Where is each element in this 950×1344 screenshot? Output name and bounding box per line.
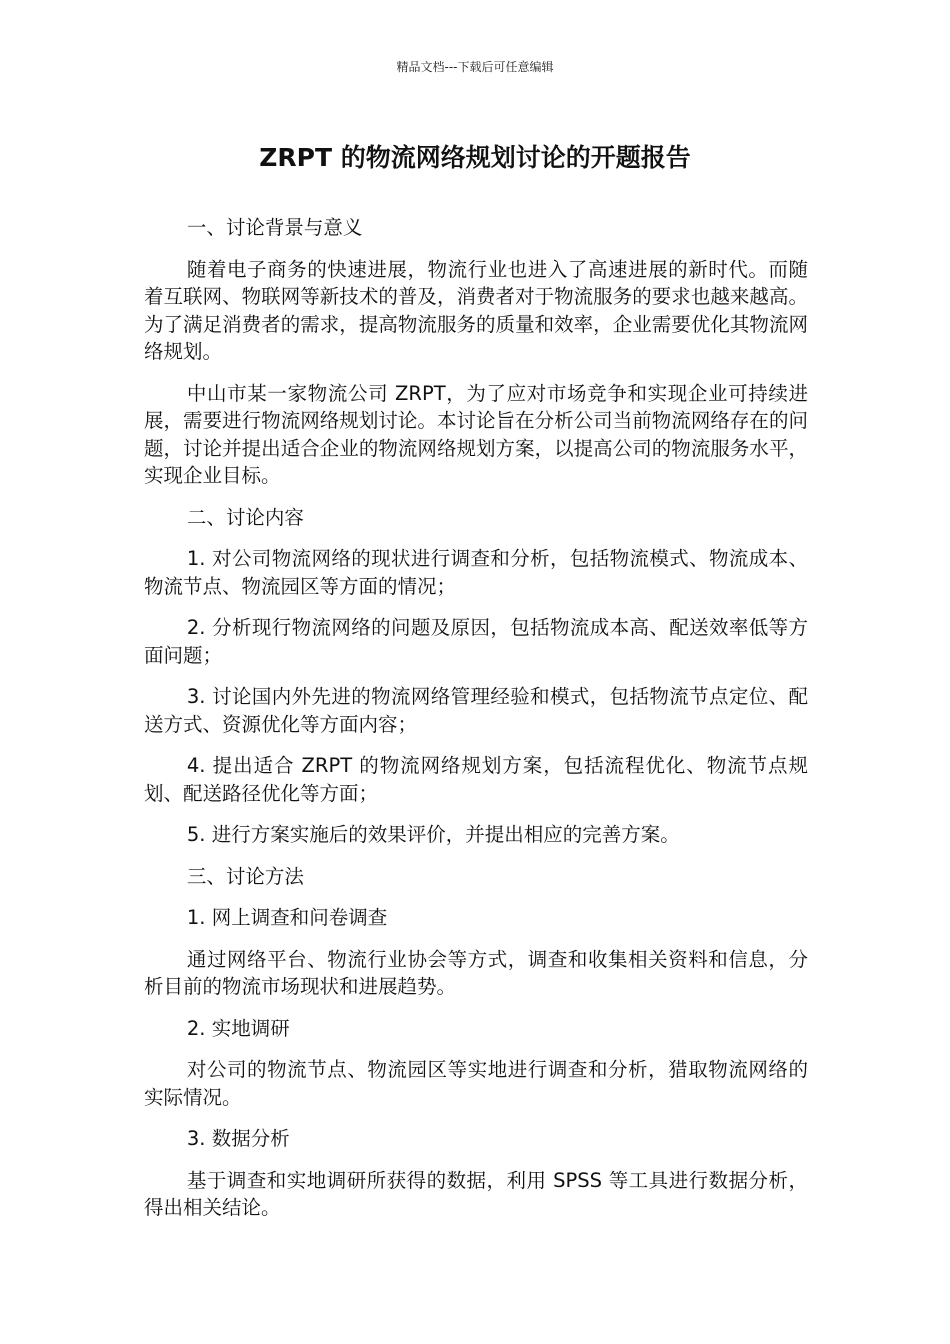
method-heading-2: 2. 实地调研 bbox=[186, 1016, 290, 1040]
method-paragraph-1: 通过网络平台、物流行业协会等方式，调查和收集相关资料和信息，分析目前的物流市场现状和进展趋势。 bbox=[144, 947, 808, 998]
document-body bbox=[144, 214, 808, 1236]
paragraph-background-1: 随着电子商务的快速进展，物流行业也进入了高速进展的新时代。而随着互联网、物联网等新技术的普及，消费者对于物流服务的要求也越来越高。为了满足消费者的需求，提高物流服务的质量和效率，企业需要优化其物流网络规划。 bbox=[144, 257, 808, 363]
section-heading-background: 一、讨论背景与意义 bbox=[186, 216, 363, 239]
method-paragraph-3: 基于调查和实地调研所获得的数据，利用 SPSS 等工具进行数据分析，得出相关结论。 bbox=[144, 1168, 808, 1219]
method-heading-3: 3. 数据分析 bbox=[186, 1127, 290, 1150]
content-item-3: 3. 讨论国内外先进的物流网络管理经验和模式，包括物流节点定位、配送方式、资源优化等方面内容； bbox=[144, 685, 808, 736]
method-paragraph-2: 对公司的物流节点、物流园区等实地进行调查和分析，猎取物流网络的实际情况。 bbox=[144, 1058, 808, 1109]
method-heading-1: 1. 网上调查和问卷调查 bbox=[186, 906, 388, 929]
paragraph-background-2: 中山市某一家物流公司 ZRPT，为了应对市场竞争和实现企业可持续进展，需要进行物流网络规划讨论。本讨论旨在分析公司当前物流网络存在的问题，讨论并提出适合企业的物流网络规划方案，以提高公司的物流服务水平，实现企业目标。 bbox=[144, 381, 808, 487]
content-item-5: 5. 进行方案实施后的效果评价，并提出相应的完善方案。 bbox=[186, 823, 680, 846]
content-item-4: 4. 提出适合 ZRPT 的物流网络规划方案，包括流程优化、物流节点规划、配送路径优化等方面； bbox=[144, 754, 808, 805]
section-heading-content: 二、讨论内容 bbox=[186, 505, 304, 529]
section-heading-methods: 三、讨论方法 bbox=[186, 864, 304, 888]
document-title: ZRPT 的物流网络规划讨论的开题报告 bbox=[259, 143, 691, 172]
header-note: 精品文档---下载后可任意编辑 bbox=[396, 60, 554, 74]
content-item-1: 1. 对公司物流网络的现状进行调查和分析，包括物流模式、物流成本、物流节点、物流园区等方面的情况； bbox=[144, 547, 808, 598]
content-item-2: 2. 分析现行物流网络的问题及原因，包括物流成本高、配送效率低等方面问题； bbox=[144, 616, 808, 667]
